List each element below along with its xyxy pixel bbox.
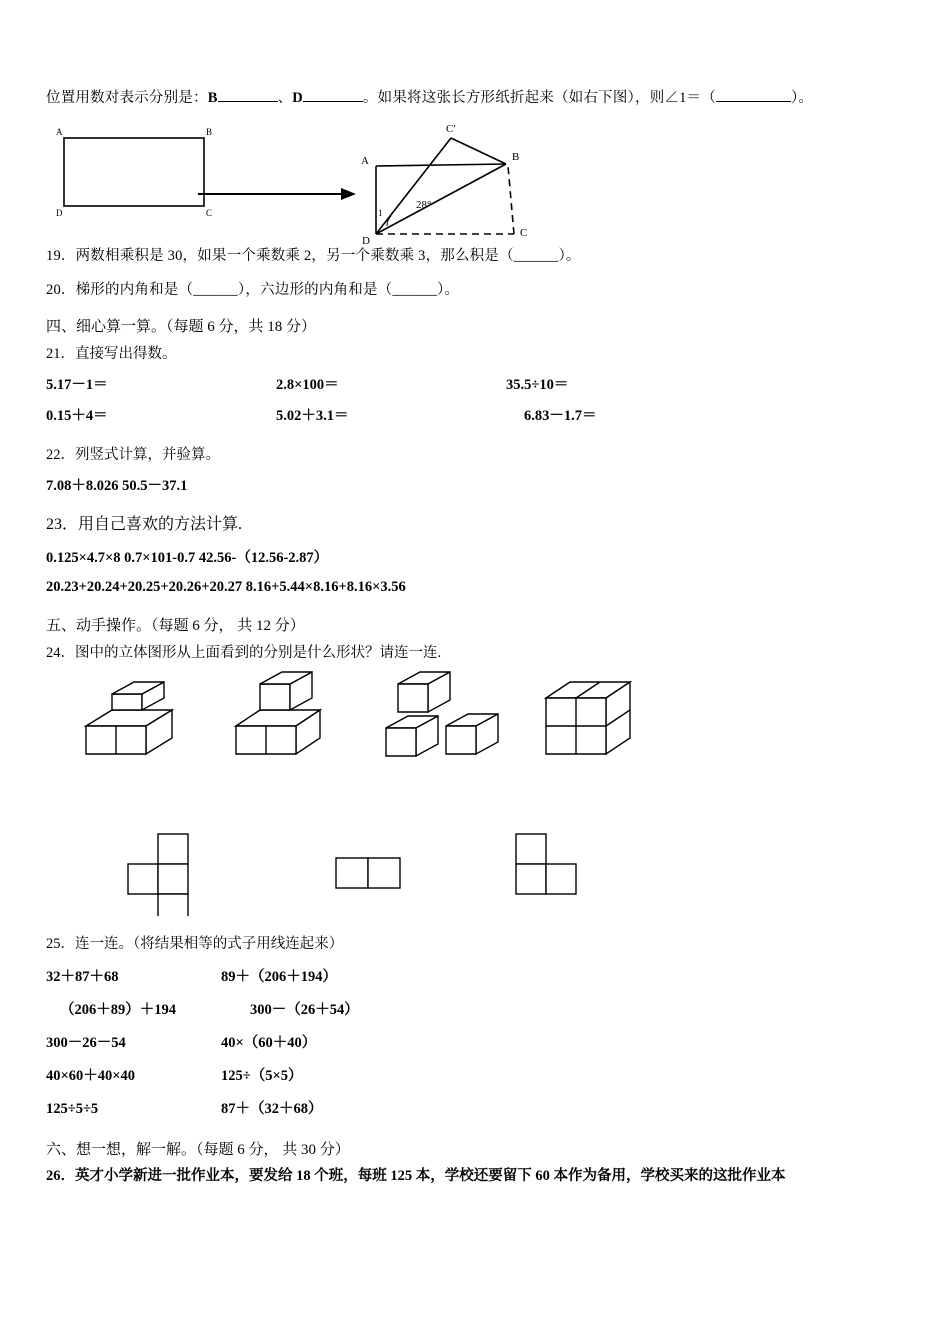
rect-label-c: C xyxy=(206,207,213,218)
q21-cell-2-2: 5.02＋3.1＝ xyxy=(276,408,349,425)
section-four-title: 四、细心算一算。（每题 6 分，共 18 分） xyxy=(46,319,317,336)
q25-right-3: 40×（60＋40） xyxy=(221,1035,317,1052)
solid-2 xyxy=(236,672,320,754)
folded-figure xyxy=(361,123,527,246)
blank-d xyxy=(303,88,363,102)
q21-cell-1-2: 2.8×100＝ xyxy=(276,377,339,394)
q25-left-2: （206＋89）＋194 xyxy=(60,1002,176,1019)
q25-left-3: 300－26－54 xyxy=(46,1035,126,1052)
rect-label-d: D xyxy=(56,207,63,218)
q21-cell-1-3: 35.5÷10＝ xyxy=(506,377,569,394)
q25-row-4 xyxy=(46,1064,906,1085)
rectangle-shape xyxy=(64,138,204,206)
top-line-suffix: 。如果将这张长方形纸折起来（如右下图），则∠1＝（ xyxy=(362,90,716,106)
rect-label-b: B xyxy=(206,126,213,137)
fold-line-db xyxy=(376,164,506,234)
document-body xyxy=(46,88,906,1188)
top-view-1 xyxy=(128,834,188,916)
angle-one-label: 1 xyxy=(378,207,383,218)
blank-b xyxy=(218,88,278,102)
q25-left-4: 40×60＋40×40 xyxy=(46,1068,136,1085)
point-b-label: B xyxy=(207,90,218,106)
fold-label-b: B xyxy=(512,150,520,163)
q25-row-1 xyxy=(46,965,906,986)
q23-row-1: 0.125×4.7×8 0.7×101-0.7 42.56-（12.56-2.87） xyxy=(46,550,329,567)
fold-line-ab xyxy=(376,164,506,166)
question-24: 24．图中的立体图形从上面看到的分别是什么形状？请连一连. xyxy=(46,645,442,662)
q25-right-1: 89＋（206＋194） xyxy=(221,969,337,986)
q25-right-4: 125÷（5×5） xyxy=(221,1068,303,1085)
question-25: 25．连一连。（将结果相等的式子用线连起来） xyxy=(46,936,344,953)
section-five-title: 五、动手操作。（每题 6 分， 共 12 分） xyxy=(46,618,305,635)
fold-label-a: A xyxy=(361,154,369,167)
fold-label-d: D xyxy=(362,234,370,246)
question-20: 20．梯形的内角和是（______），六边形的内角和是（______）。 xyxy=(46,281,460,298)
q21-cell-1-1: 5.17－1＝ xyxy=(46,377,108,394)
q25-left-1: 32＋87＋68 xyxy=(46,969,119,986)
top-view-2 xyxy=(336,858,400,888)
fold-label-c: C xyxy=(520,226,528,239)
angle-28-label: 28° xyxy=(416,198,432,211)
solid-4 xyxy=(546,682,630,754)
top-continuation-line xyxy=(46,88,906,110)
question-23: 23．用自己喜欢的方法计算. xyxy=(46,516,243,534)
q25-row-3 xyxy=(46,1031,906,1052)
blank-angle xyxy=(716,88,791,102)
q21-cell-2-3: 6.83－1.7＝ xyxy=(524,408,597,425)
q25-right-5: 87＋（32＋68） xyxy=(221,1101,323,1118)
fold-label-cprime: C′ xyxy=(446,122,456,135)
rect-label-a: A xyxy=(56,126,63,137)
section-six-title: 六、想一想，解一解。（每题 6 分， 共 30 分） xyxy=(46,1142,350,1159)
folding-figure-group xyxy=(46,116,606,246)
q22-expressions: 7.08＋8.026 50.5－37.1 xyxy=(46,478,188,495)
shapes-area xyxy=(46,666,906,926)
question-26: 26．英才小学新进一批作业本，要发给 18 个班，每班 125 本，学校还要留下 60 本作为备用，学校买来的这批作业本 xyxy=(46,1168,786,1185)
top-line-prefix: 位置用数对表示分别是： xyxy=(46,90,208,106)
top-line-sep: 、 xyxy=(277,90,293,106)
q25-row-5 xyxy=(46,1097,906,1118)
q25-left-5: 125÷5÷5 xyxy=(46,1101,99,1118)
solids-and-views xyxy=(46,666,906,916)
top-line-end: ）。 xyxy=(790,90,814,106)
q21-row-1 xyxy=(46,373,906,394)
top-view-3 xyxy=(516,834,576,894)
q25-row-2 xyxy=(46,998,906,1019)
transform-arrow-head xyxy=(341,188,356,200)
q21-cell-2-1: 0.15＋4＝ xyxy=(46,408,108,425)
fold-dashed-cb xyxy=(508,166,514,234)
question-21: 21．直接写出得数。 xyxy=(46,346,177,363)
q25-right-2: 300－（26＋54） xyxy=(250,1002,359,1019)
fold-line-dcp xyxy=(376,138,451,234)
point-d-label: D xyxy=(292,90,303,106)
figures-row xyxy=(46,116,906,246)
fold-line-cpb xyxy=(451,138,506,164)
question-22: 22．列竖式计算，并验算。 xyxy=(46,447,220,464)
q23-row-2: 20.23+20.24+20.25+20.26+20.27 8.16+5.44×8.16+8.16×3.56 xyxy=(46,579,406,596)
solid-1 xyxy=(86,682,172,754)
solid-3 xyxy=(386,672,498,756)
q21-row-2 xyxy=(46,404,906,425)
question-19: 19．两数相乘积是 30，如果一个乘数乘 2，另一个乘数乘 3，那么积是（______）。 xyxy=(46,247,581,264)
